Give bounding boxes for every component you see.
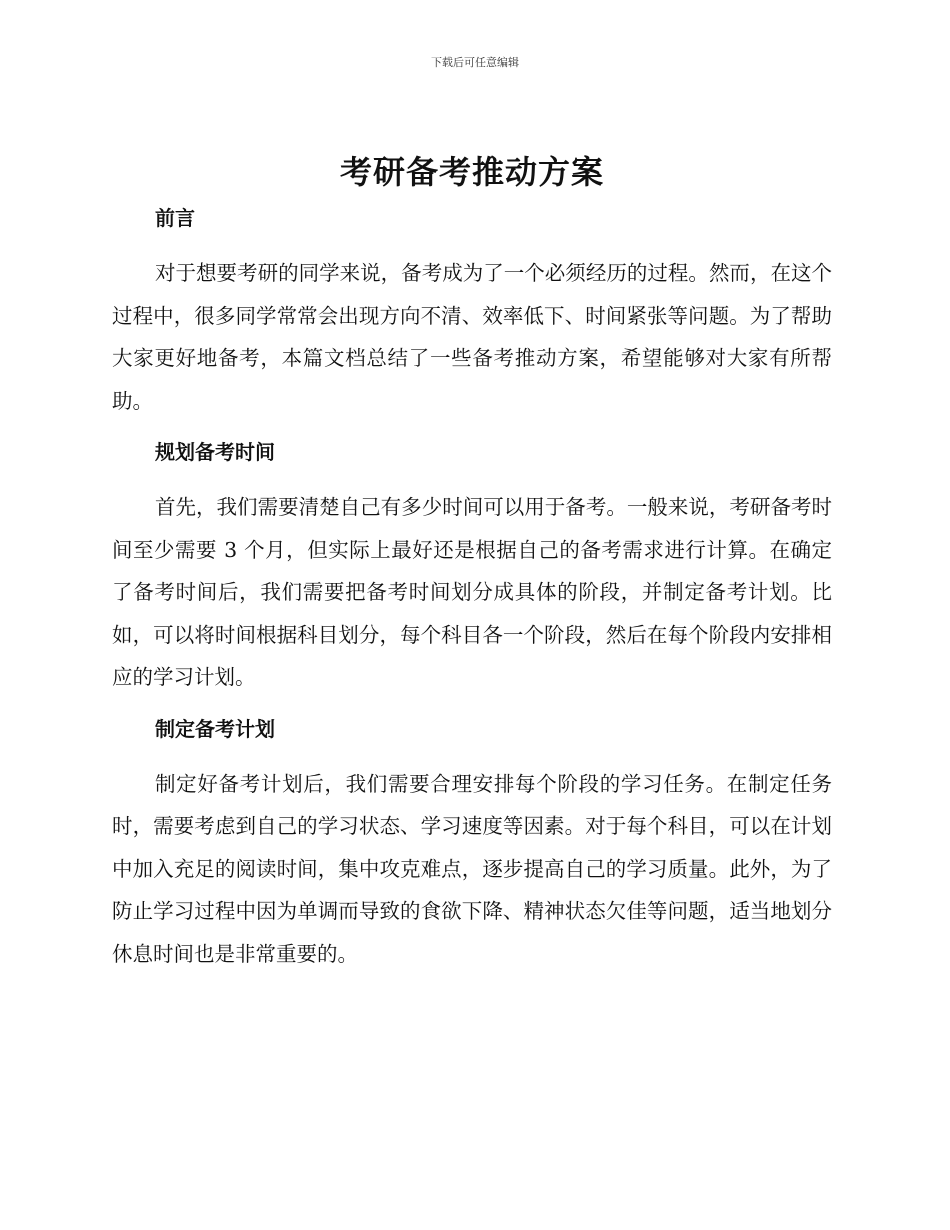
section-paragraph-make-plan: 制定好备考计划后，我们需要合理安排每个阶段的学习任务。在制定任务时，需要考虑到自己的学习状态、学习速度等因素。对于每个科目，可以在计划中加入充足的阅读时间，集中攻克难点，逐步提高自己的学习质量。此外，为了防止学习过程中因为单调而导致的食欲下降、精神状态欠佳等问题，适当地划分休息时间也是非常重要的。 [112,771,832,966]
document-title: 考研备考推动方案 [339,153,604,191]
section-heading-preface: 前言 [155,206,195,230]
section-heading-plan-time: 规划备考时间 [155,440,275,464]
section-paragraph-plan-time: 首先，我们需要清楚自己有多少时间可以用于备考。一般来说，考研备考时间至少需要 3 个月，但实际上最好还是根据自己的备考需求进行计算。在确定了备考时间后，我们需要把备考时间划分成具体的阶段，并制定备考计划。比如，可以将时间根据科目划分，每个科目各一个阶段，然后在每个阶段内安排相应的学习计划。 [112,495,832,689]
header-note: 下载后可任意编辑 [431,56,519,69]
section-paragraph-preface: 对于想要考研的同学来说，备考成为了一个必须经历的过程。然而，在这个过程中，很多同学常常会出现方向不清、效率低下、时间紧张等问题。为了帮助大家更好地备考，本篇文档总结了一些备考推动方案，希望能够对大家有所帮助。 [112,261,832,413]
document-body [112,148,832,991]
section-heading-make-plan: 制定备考计划 [155,716,275,741]
